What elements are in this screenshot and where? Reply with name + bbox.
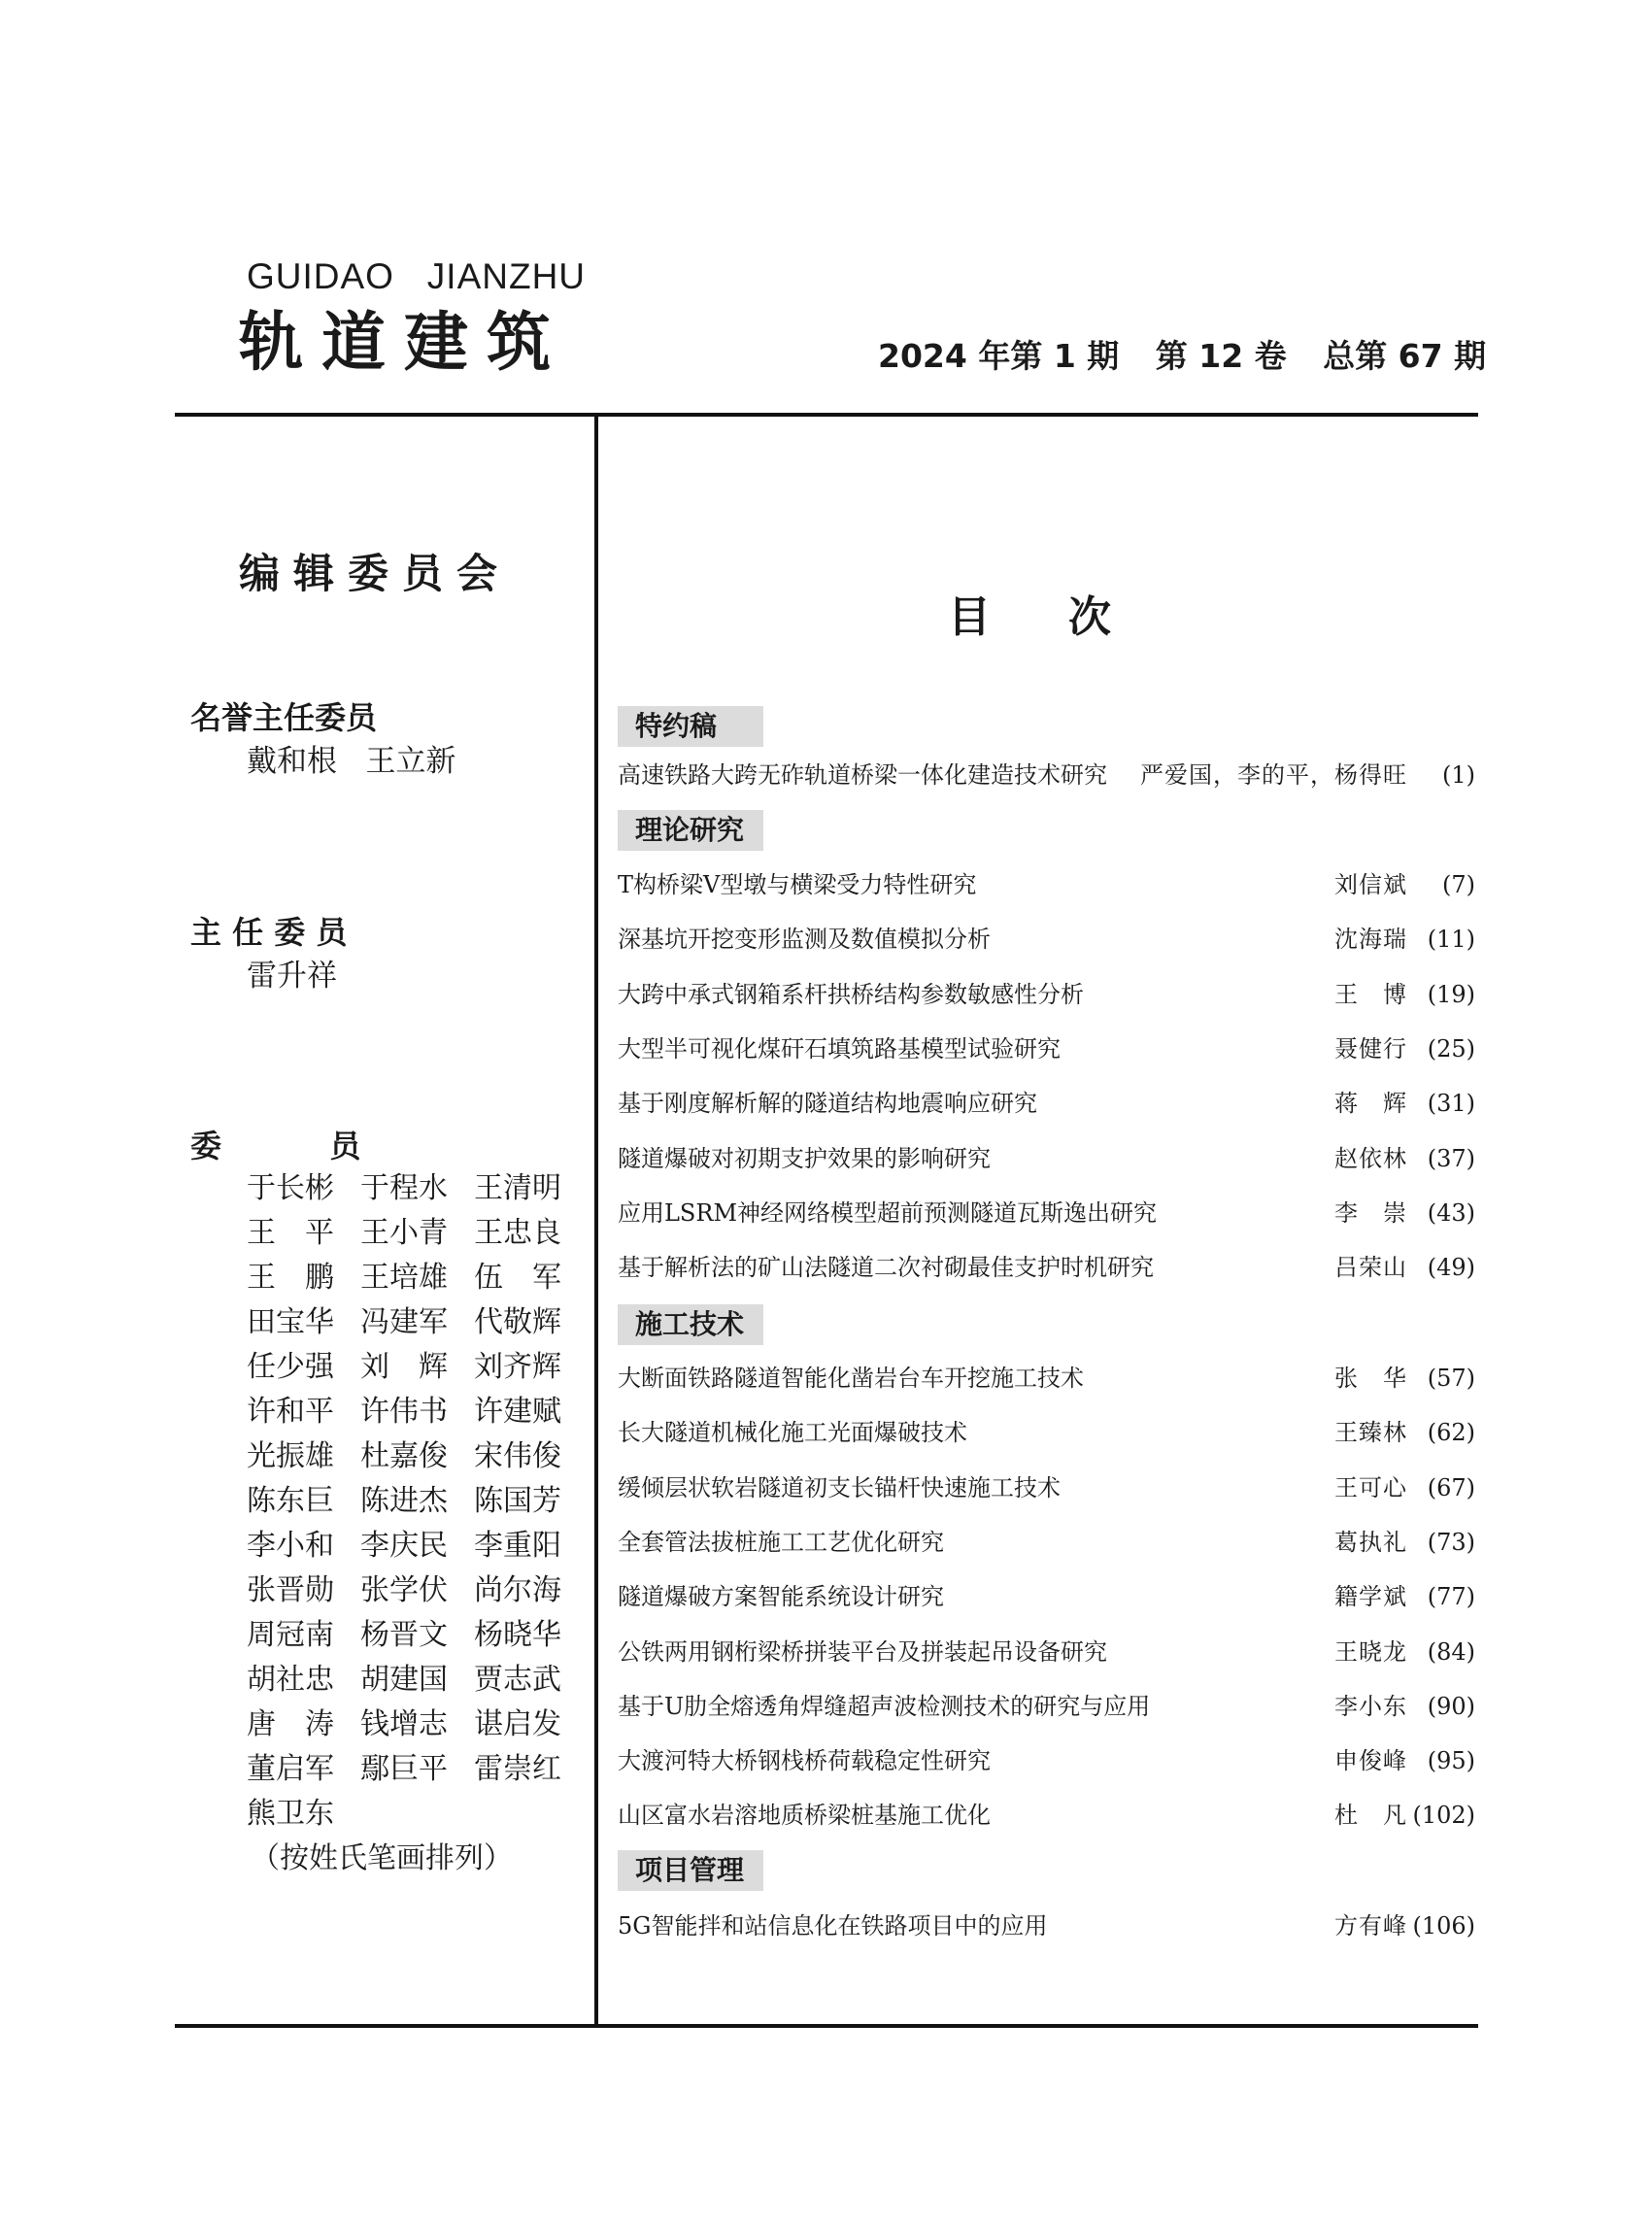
member-name: 李小和 <box>247 1529 334 1563</box>
toc-entry[interactable] <box>618 1689 1475 1724</box>
article-authors: 葛执礼 <box>1334 1529 1407 1556</box>
page-number: (73) <box>1427 1529 1475 1556</box>
toc-entry[interactable] <box>618 1908 1475 1943</box>
member-name: 李重阳 <box>474 1529 561 1563</box>
article-authors: 聂健行 <box>1334 1035 1407 1062</box>
article-title: 大渡河特大桥钢栈桥荷载稳定性研究 <box>618 1747 991 1774</box>
member-name: 许伟书 <box>360 1395 448 1429</box>
article-title: 山区富水岩溶地质桥梁桩基施工优化 <box>618 1802 991 1829</box>
article-authors: 严爱国，李的平，杨得旺 <box>1140 761 1407 789</box>
page-number: (102) <box>1412 1802 1475 1829</box>
member-name: 雷崇红 <box>474 1752 561 1786</box>
members-list <box>247 1173 587 1830</box>
total-issue-number: 总第 67 期 <box>1323 337 1487 375</box>
article-authors: 张 华 <box>1334 1365 1407 1392</box>
toc-title: 目次 <box>948 592 1189 642</box>
toc-entry[interactable] <box>618 1470 1475 1505</box>
issue-number: 2024 年第 1 期 <box>878 337 1120 375</box>
article-authors: 籍学斌 <box>1334 1583 1407 1610</box>
toc-entry[interactable] <box>618 1250 1475 1285</box>
page-number: (77) <box>1427 1583 1475 1610</box>
member-name: 王 鹏 <box>247 1261 334 1295</box>
member-name: 钱增志 <box>360 1707 448 1741</box>
page-number: (7) <box>1442 871 1475 898</box>
article-title: 大跨中承式钢箱系杆拱桥结构参数敏感性分析 <box>618 981 1084 1008</box>
toc-entry[interactable] <box>618 922 1475 957</box>
member-name: 李庆民 <box>360 1529 448 1563</box>
member-name: 任少强 <box>247 1350 334 1384</box>
toc-section-heading: 施工技术 <box>618 1304 763 1345</box>
article-title: 5G智能拌和站信息化在铁路项目中的应用 <box>618 1912 1048 1939</box>
member-name: 光振雄 <box>247 1439 334 1473</box>
toc-section-heading: 项目管理 <box>618 1850 763 1891</box>
column-divider <box>594 413 598 2026</box>
member-name: 张晋勋 <box>247 1573 334 1607</box>
page-number: (67) <box>1427 1474 1475 1501</box>
member-name: 宋伟俊 <box>474 1439 561 1473</box>
toc-entry[interactable] <box>618 758 1475 793</box>
bottom-rule <box>175 2024 1478 2028</box>
journal-chinese-name: 轨道建筑 <box>239 305 569 380</box>
member-name: 鄢巨平 <box>360 1752 448 1786</box>
page-number: (62) <box>1427 1419 1475 1446</box>
toc-entry[interactable] <box>618 1361 1475 1396</box>
member-name: 代敬辉 <box>474 1305 561 1339</box>
article-title: 大型半可视化煤矸石填筑路基模型试验研究 <box>618 1035 1061 1062</box>
member-name: 许建赋 <box>474 1395 561 1429</box>
article-title: 缓倾层状软岩隧道初支长锚杆快速施工技术 <box>618 1474 1061 1501</box>
article-title: 基于刚度解析解的隧道结构地震响应研究 <box>618 1090 1037 1117</box>
toc-entry[interactable] <box>618 1579 1475 1614</box>
article-title: 高速铁路大跨无砟轨道桥梁一体化建造技术研究 <box>618 761 1107 789</box>
director-names: 雷升祥 <box>247 959 337 994</box>
article-title: 基于U肋全熔透角焊缝超声波检测技术的研究与应用 <box>618 1693 1151 1720</box>
page-number: (19) <box>1427 981 1475 1008</box>
member-name: 田宝华 <box>247 1305 334 1339</box>
page-number: (31) <box>1427 1090 1475 1117</box>
member-name: 于长彬 <box>247 1171 334 1205</box>
member-name: 王清明 <box>474 1171 561 1205</box>
member-name: 陈东巨 <box>247 1484 334 1518</box>
article-authors: 吕荣山 <box>1334 1254 1407 1281</box>
page-number: (43) <box>1427 1199 1475 1227</box>
member-name: 陈进杰 <box>360 1484 448 1518</box>
member-name: 冯建军 <box>360 1305 448 1339</box>
article-title: 大断面铁路隧道智能化凿岩台车开挖施工技术 <box>618 1365 1084 1392</box>
member-name: 杜嘉俊 <box>360 1439 448 1473</box>
member-name: 王 平 <box>247 1216 334 1250</box>
article-authors: 方有峰 <box>1334 1912 1407 1939</box>
member-name: 王小青 <box>360 1216 448 1250</box>
toc-entry[interactable] <box>618 1635 1475 1670</box>
journal-english-name: GUIDAO JIANZHU <box>247 256 587 296</box>
toc-entry[interactable] <box>618 977 1475 1012</box>
honorary-director-names: 戴和根 王立新 <box>247 744 456 779</box>
director-label: 主 任 委 员 <box>190 914 348 951</box>
article-title: 长大隧道机械化施工光面爆破技术 <box>618 1419 967 1446</box>
toc-entry[interactable] <box>618 1525 1475 1560</box>
toc-entry[interactable] <box>618 1141 1475 1176</box>
article-title: 全套管法拔桩施工工艺优化研究 <box>618 1529 944 1556</box>
toc-entry[interactable] <box>618 1798 1475 1833</box>
toc-entry[interactable] <box>618 1196 1475 1231</box>
page-number: (1) <box>1442 761 1475 789</box>
toc-entry[interactable] <box>618 1743 1475 1778</box>
page-number: (11) <box>1427 926 1475 953</box>
sort-note: （按姓氏笔画排列） <box>251 1841 513 1875</box>
member-name: 胡社忠 <box>247 1663 334 1697</box>
toc-entry[interactable] <box>618 1031 1475 1066</box>
issue-info <box>878 337 1511 375</box>
page-number: (49) <box>1427 1254 1475 1281</box>
member-name: 周冠南 <box>247 1618 334 1652</box>
article-title: 应用LSRM神经网络模型超前预测隧道瓦斯逸出研究 <box>618 1199 1158 1227</box>
page-number: (95) <box>1427 1747 1475 1774</box>
page-number: (57) <box>1427 1365 1475 1392</box>
editorial-board-title: 编辑委员会 <box>239 550 512 597</box>
member-name: 熊卫东 <box>247 1797 334 1831</box>
article-title: 公铁两用钢桁梁桥拼装平台及拼装起吊设备研究 <box>618 1638 1107 1666</box>
toc-entry[interactable] <box>618 1415 1475 1450</box>
article-authors: 刘信斌 <box>1334 871 1407 898</box>
toc-entry[interactable] <box>618 867 1475 902</box>
member-name: 伍 军 <box>474 1261 561 1295</box>
article-authors: 王 博 <box>1334 981 1407 1008</box>
page-number: (90) <box>1427 1693 1475 1720</box>
article-authors: 李 崇 <box>1334 1199 1407 1227</box>
article-authors: 李小东 <box>1334 1693 1407 1720</box>
member-name: 王忠良 <box>474 1216 561 1250</box>
member-name: 王培雄 <box>360 1261 448 1295</box>
article-title: 基于解析法的矿山法隧道二次衬砌最佳支护时机研究 <box>618 1254 1154 1281</box>
member-name: 尚尔海 <box>474 1573 561 1607</box>
member-name: 于程水 <box>360 1171 448 1205</box>
article-authors: 杜 凡 <box>1334 1802 1407 1829</box>
page-number: (25) <box>1427 1035 1475 1062</box>
member-name: 张学伏 <box>360 1573 448 1607</box>
members-label: 委 员 <box>190 1128 361 1164</box>
toc-entry[interactable] <box>618 1086 1475 1121</box>
article-title: 隧道爆破方案智能系统设计研究 <box>618 1583 944 1610</box>
article-authors: 王臻林 <box>1334 1419 1407 1446</box>
top-rule <box>175 413 1478 417</box>
page-number: (84) <box>1427 1638 1475 1666</box>
article-authors: 王可心 <box>1334 1474 1407 1501</box>
article-authors: 王晓龙 <box>1334 1638 1407 1666</box>
toc-section-heading: 特约稿 <box>618 706 763 747</box>
member-name: 胡建国 <box>360 1663 448 1697</box>
article-authors: 蒋 辉 <box>1334 1090 1407 1117</box>
article-authors: 申俊峰 <box>1334 1747 1407 1774</box>
member-name: 刘 辉 <box>360 1350 448 1384</box>
member-name: 陈国芳 <box>474 1484 561 1518</box>
article-title: T构桥梁V型墩与横梁受力特性研究 <box>618 871 977 898</box>
article-title: 深基坑开挖变形监测及数值模拟分析 <box>618 926 991 953</box>
member-name: 谌启发 <box>474 1707 561 1741</box>
page-number: (106) <box>1412 1912 1475 1939</box>
toc-section-heading: 理论研究 <box>618 810 763 851</box>
article-title: 隧道爆破对初期支护效果的影响研究 <box>618 1145 991 1172</box>
page-number: (37) <box>1427 1145 1475 1172</box>
article-authors: 沈海瑞 <box>1334 926 1407 953</box>
member-name: 杨晓华 <box>474 1618 561 1652</box>
honorary-director-label: 名誉主任委员 <box>190 699 378 736</box>
member-name: 董启军 <box>247 1752 334 1786</box>
article-authors: 赵依林 <box>1334 1145 1407 1172</box>
member-name: 贾志武 <box>474 1663 561 1697</box>
member-name: 刘齐辉 <box>474 1350 561 1384</box>
member-name: 杨晋文 <box>360 1618 448 1652</box>
member-name: 唐 涛 <box>247 1707 334 1741</box>
volume-number: 第 12 卷 <box>1155 337 1287 375</box>
member-name: 许和平 <box>247 1395 334 1429</box>
